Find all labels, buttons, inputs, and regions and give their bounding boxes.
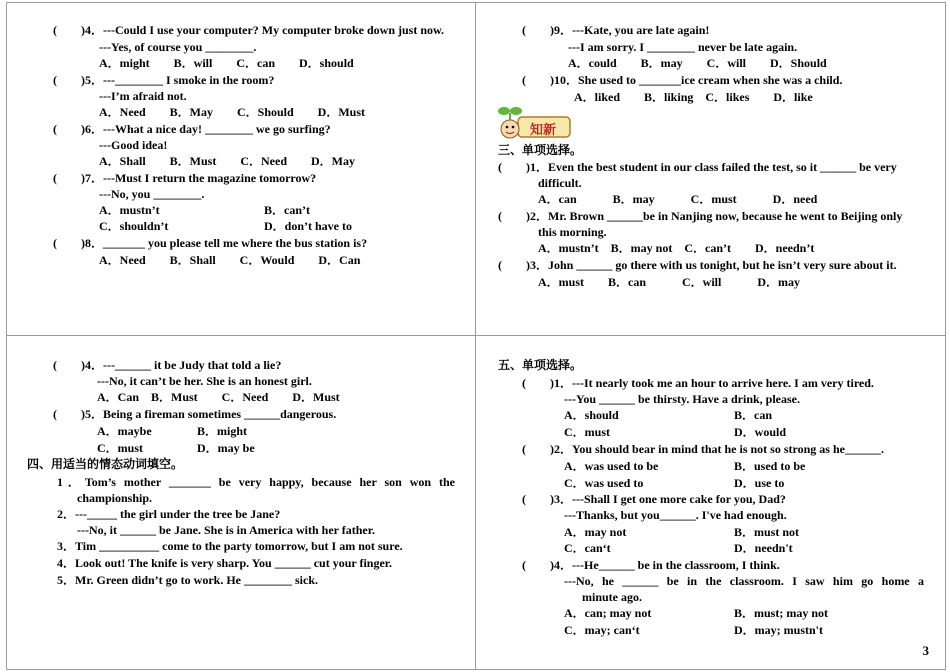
- option-c: C．must: [564, 425, 611, 439]
- section-3-heading: 三、单项选择。: [498, 143, 583, 157]
- option-b: B．used to be: [734, 459, 806, 473]
- section-5-question-3-reply: ---Thanks, but you______. I've had enough.: [564, 508, 787, 522]
- option-b: B．can: [734, 408, 773, 422]
- question-9-options: A．could B．may C．will D．Should: [568, 56, 827, 70]
- badge-label: 知新: [530, 123, 557, 138]
- fill-item-4: 4．Look out! The knife is very sharp. You ______ cut your finger.: [57, 556, 393, 570]
- question-9-reply: ---I am sorry. I ________ never be late again.: [568, 40, 798, 54]
- section-5-question-4-cont: minute ago.: [582, 590, 642, 604]
- section-3-question-3: ( )3．John ______ go there with us tonight, but he isn’t very sure about it.: [498, 258, 897, 272]
- section-3-question-1-options: A．can B．may C．must D．need: [538, 192, 818, 206]
- page-panel-bottom-left: [6, 336, 476, 670]
- fill-item-3: 3．Tim __________ come to the party tomorrow, but I am not sure.: [57, 539, 403, 553]
- question-5-options: A．Need B．May C．Should D．Must: [99, 105, 366, 119]
- option-d: D．use to: [734, 476, 785, 490]
- question-9: ( )9．---Kate, you are late again!: [522, 23, 710, 37]
- option-d: D．needn't: [734, 541, 793, 555]
- option-a: A．mustn’t: [99, 203, 160, 217]
- option-a: A．should: [564, 408, 619, 422]
- option-c: C．was used to: [564, 476, 644, 490]
- question-4: ( )4．---Could I use your computer? My computer broke down just now.: [53, 23, 445, 37]
- option-b: B．can’t: [264, 203, 310, 217]
- question-8-options: A．Need B．Shall C．Would D．Can: [99, 253, 361, 267]
- option-b: B．must not: [734, 525, 800, 539]
- section-3-question-1-cont: difficult.: [538, 176, 582, 190]
- fill-item-5: 5．Mr. Green didn’t go to work. He ________ sick.: [57, 573, 318, 587]
- zhixin-badge: [496, 105, 576, 143]
- question-6: ( )6．---What a nice day! ________ we go surfing?: [53, 122, 331, 136]
- question-5b: ( )5．Being a fireman sometimes ______dangerous.: [53, 407, 337, 421]
- section-5-question-3: ( )3．---Shall I get one more cake for you, Dad?: [522, 492, 786, 506]
- option-c: C．must: [97, 441, 144, 455]
- option-b: B．might: [197, 424, 248, 438]
- option-d: D．would: [734, 425, 787, 439]
- question-4b: ( )4．---______ it be Judy that told a lie?: [53, 358, 282, 372]
- option-a: A．maybe: [97, 424, 152, 438]
- section-3-question-2-cont: this morning.: [538, 225, 607, 239]
- fill-item-2-reply: ---No, it ______ be Jane. She is in America with her father.: [77, 523, 375, 537]
- question-6-reply: ---Good idea!: [99, 138, 168, 152]
- page-number: 3: [922, 643, 929, 658]
- section-4-heading: 四、用适当的情态动词填空。: [27, 457, 184, 471]
- question-4-reply: ---Yes, of course you ________.: [99, 40, 257, 54]
- question-4b-reply: ---No, it can’t be her. She is an honest girl.: [97, 374, 312, 388]
- section-3-question-2: ( )2．Mr. Brown ______be in Nanjing now, because he went to Beijing only: [498, 209, 903, 223]
- option-a: A．may not: [564, 525, 627, 539]
- page-panel-bottom-right: [476, 336, 946, 670]
- section-5-question-4-reply: ---No, he ______ be in the classroom. I saw him go home a: [564, 574, 924, 588]
- question-4b-options: A．Can B．Must C．Need D．Must: [97, 390, 340, 404]
- section-5-question-1: ( )1．---It nearly took me an hour to arrive here. I am very tired.: [522, 376, 874, 390]
- section-3-question-2-options: A．mustn’t B．may not C．can’t D．needn’t: [538, 241, 815, 255]
- option-b: B．must; may not: [734, 606, 829, 620]
- fill-item-1-cont: championship.: [77, 491, 153, 505]
- question-5-reply: ---I’m afraid not.: [99, 89, 187, 103]
- question-5: ( )5．---________ I smoke in the room?: [53, 73, 275, 87]
- section-5-question-1-reply: ---You ______ be thirsty. Have a drink, please.: [564, 392, 801, 406]
- section-3-question-3-options: A．must B．can C．will D．may: [538, 275, 801, 289]
- question-4-options: A．might B．will C．can D．should: [99, 56, 354, 70]
- option-c: C．can‘t: [564, 541, 611, 555]
- option-a: A．was used to be: [564, 459, 659, 473]
- question-6-options: A．Shall B．Must C．Need D．May: [99, 154, 356, 168]
- option-d: D．don’t have to: [264, 219, 353, 233]
- section-5-heading: 五、单项选择。: [498, 358, 583, 372]
- option-d: D．may be: [197, 441, 255, 455]
- fill-item-2: 2．---_____ the girl under the tree be Jane?: [57, 507, 281, 521]
- fill-item-1: 1．Tom’s mother _______ be very happy, because her son won the: [57, 475, 455, 489]
- section-3-question-1: ( )1．Even the best student in our class failed the test, so it ______ be very: [498, 160, 897, 174]
- question-7: ( )7．---Must I return the magazine tomorrow?: [53, 171, 317, 185]
- section-5-question-2: ( )2．You should bear in mind that he is not so strong as he______.: [522, 442, 884, 456]
- option-c: C．shouldn’t: [99, 219, 169, 233]
- question-10-options: A．liked B．liking C．likes D．like: [574, 90, 813, 104]
- option-d: D．may; mustn't: [734, 623, 823, 637]
- option-a: A．can; may not: [564, 606, 652, 620]
- page-panel-top-right: [476, 2, 946, 336]
- question-8: ( )8．_______ you please tell me where the bus station is?: [53, 236, 368, 250]
- question-10: ( )10．She used to _______ice cream when she was a child.: [522, 73, 843, 87]
- option-c: C．may; can‘t: [564, 623, 640, 637]
- question-7-reply: ---No, you ________.: [99, 187, 205, 201]
- page-panel-top-left: [6, 2, 476, 336]
- section-5-question-4: ( )4．---He______ be in the classroom, I think.: [522, 558, 780, 572]
